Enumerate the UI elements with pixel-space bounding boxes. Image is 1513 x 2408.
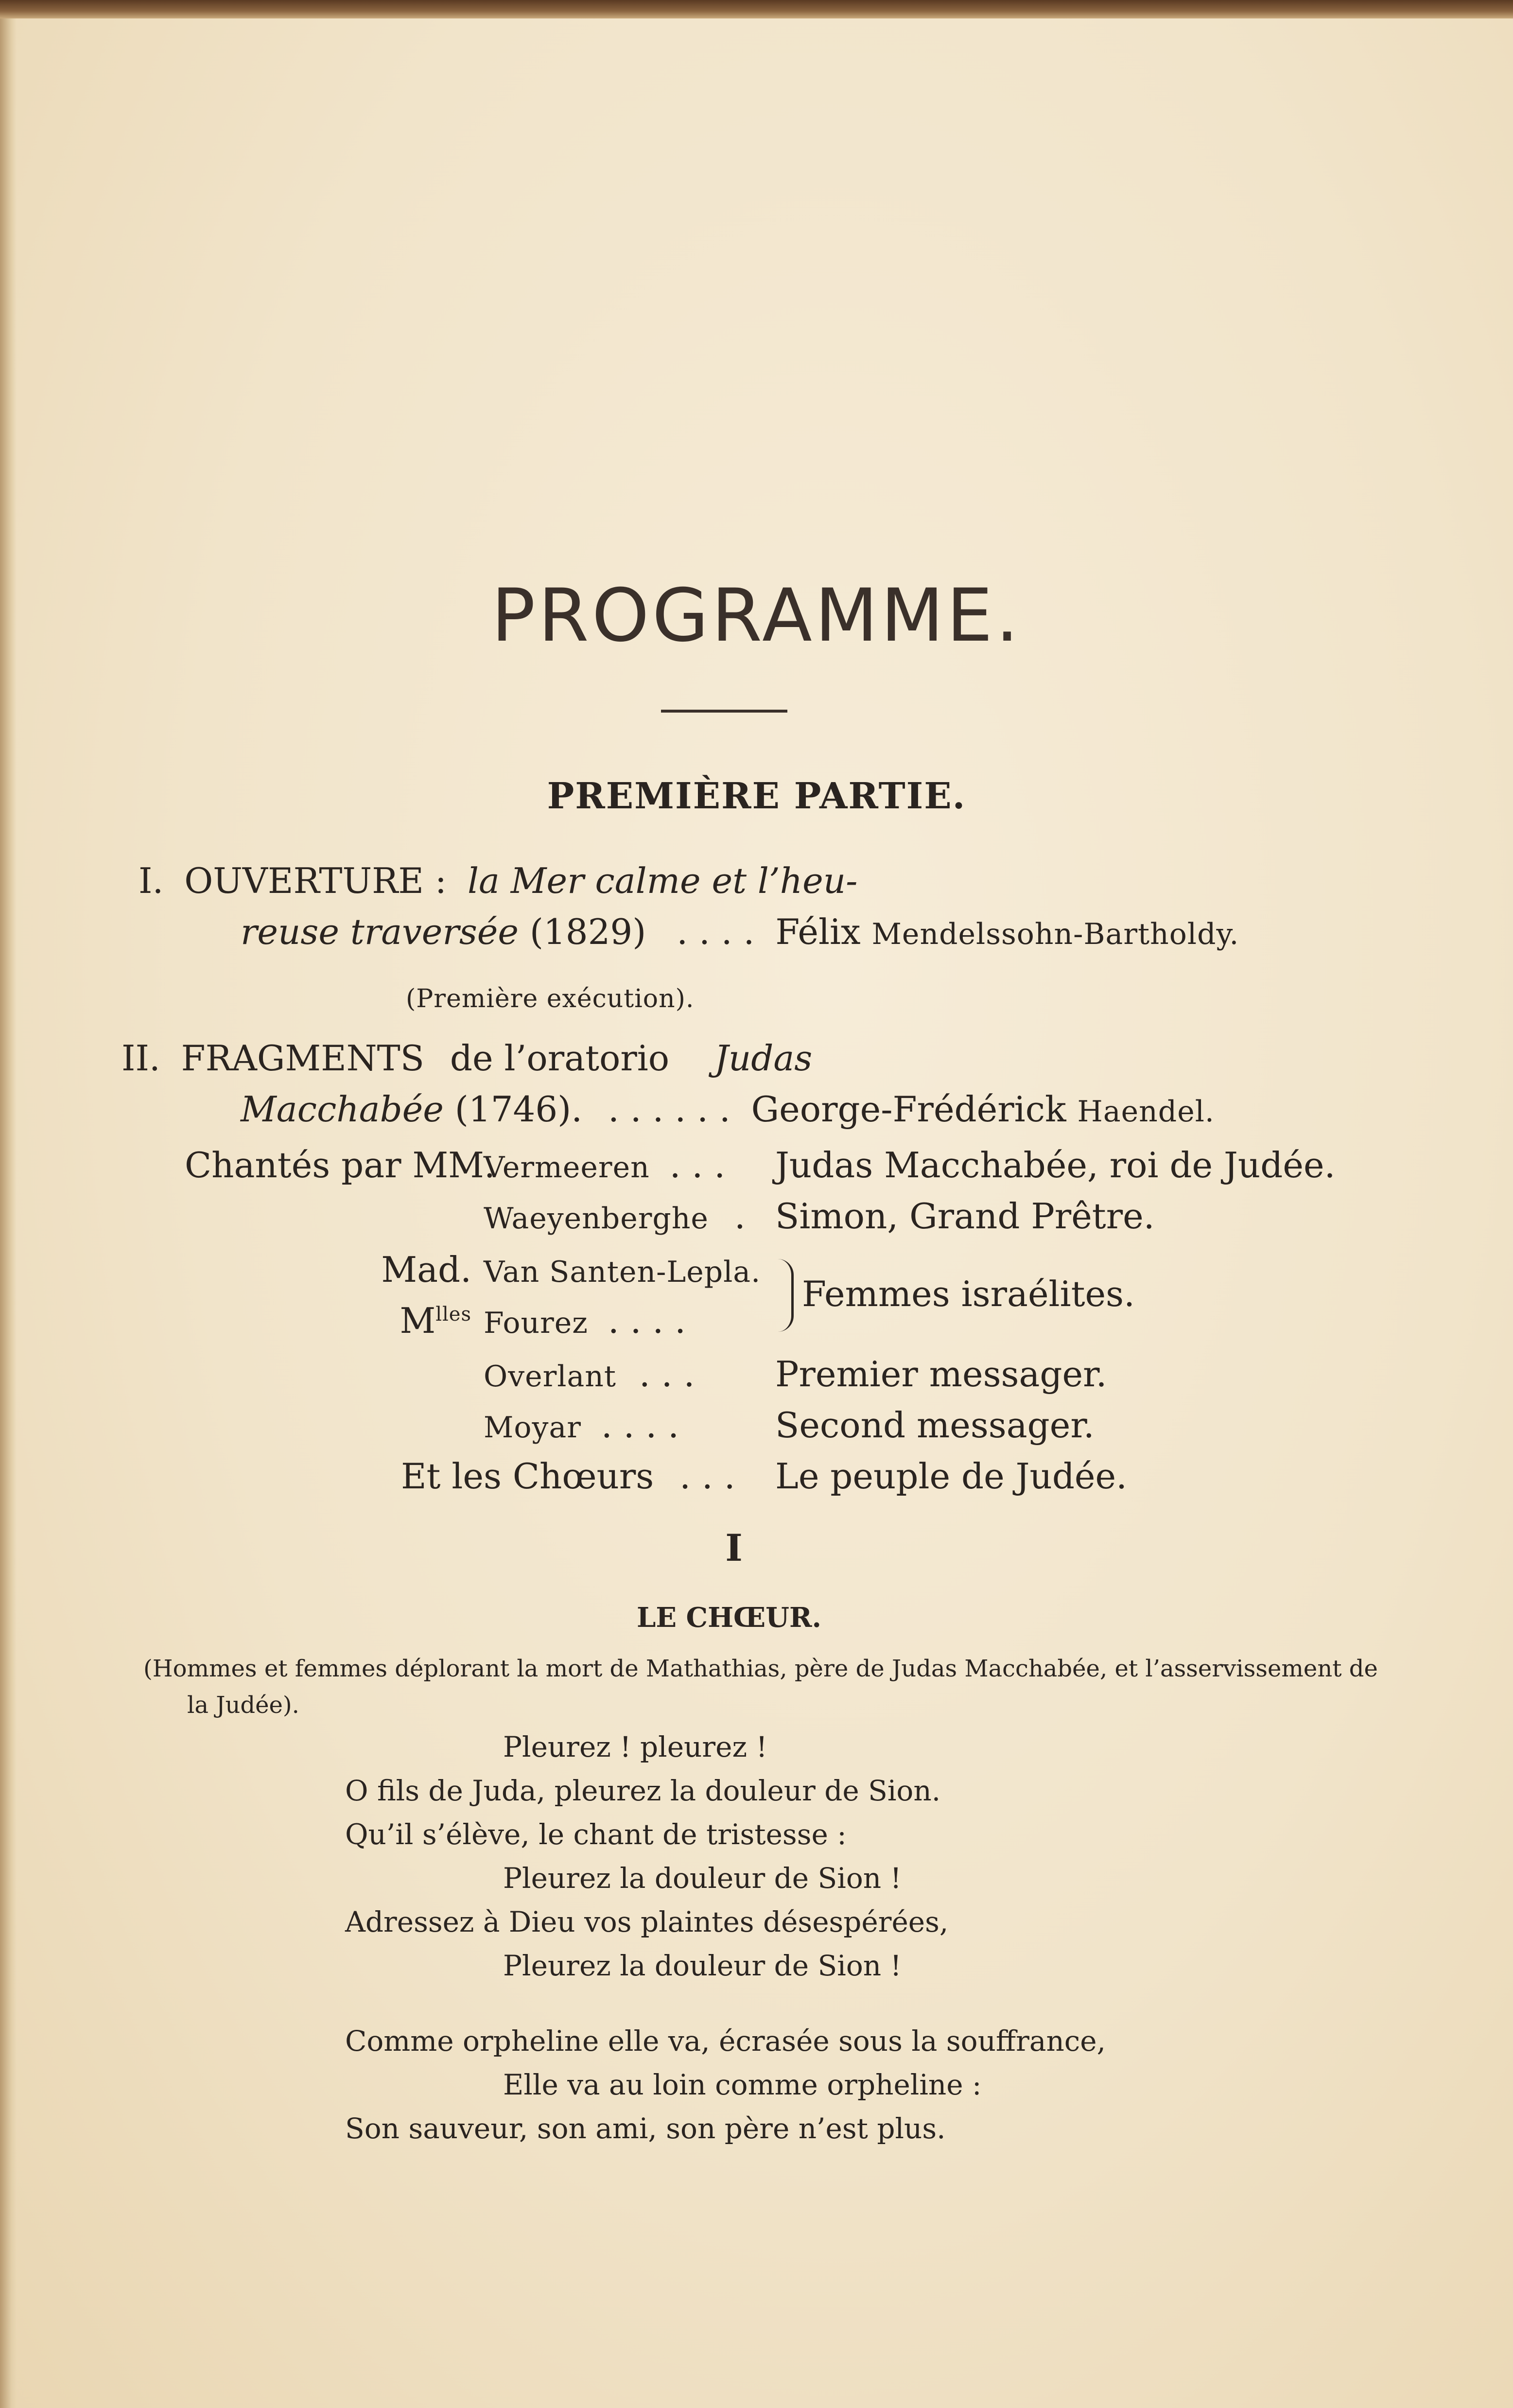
singer-name: Van Santen-Lepla. xyxy=(484,1255,761,1289)
item2-work-line1: Judas xyxy=(714,1038,813,1079)
shared-role: Femmes israélites. xyxy=(802,1274,1135,1314)
item2-dots: . . . . . . xyxy=(608,1089,730,1130)
title-rule xyxy=(661,710,787,713)
item1-note: (Première exécution). xyxy=(406,984,695,1013)
item1-dots: . . . . xyxy=(677,911,755,952)
brace-bracket xyxy=(778,1259,794,1332)
leader-dots: . . . xyxy=(679,1456,735,1497)
role: Le peuple de Judée. xyxy=(775,1456,1128,1497)
item2-composer-last: Haendel. xyxy=(1077,1095,1215,1129)
role: Simon, Grand Prêtre. xyxy=(775,1196,1155,1237)
item2-line2 xyxy=(241,1089,1215,1130)
cast-row xyxy=(484,1405,679,1446)
item2-work-line2: Macchabée xyxy=(241,1089,444,1130)
cast-prefix-superscript: lles xyxy=(435,1303,471,1326)
role: Second messager. xyxy=(775,1405,1095,1446)
singer-name: Overlant xyxy=(484,1360,616,1394)
item2-de: de l’oratorio xyxy=(450,1038,670,1079)
cast-prefix: Mad. xyxy=(381,1249,471,1290)
page-title: PROGRAMME. xyxy=(491,574,1022,658)
part-heading: PREMIÈRE PARTIE. xyxy=(547,775,966,817)
singer-name: Waeyenberghe xyxy=(484,1202,709,1236)
verse-line: Elle va au loin comme orpheline : xyxy=(503,2068,982,2101)
page-gutter xyxy=(0,18,17,2408)
book-binding-edge xyxy=(0,0,1513,18)
verse-line: Pleurez la douleur de Sion ! xyxy=(503,1949,902,1982)
role: Judas Macchabée, roi de Judée. xyxy=(775,1145,1336,1186)
section-numeral: I xyxy=(725,1526,743,1570)
item1-composer-last: Mendelssohn-Bartholdy. xyxy=(871,917,1239,951)
verse-line: Son sauveur, son ami, son père n’est plus. xyxy=(345,2112,946,2145)
section-description-line2: la Judée). xyxy=(187,1692,299,1719)
singer-name: Fourez xyxy=(484,1306,588,1340)
cast-row xyxy=(484,1249,761,1290)
leader-dots: . xyxy=(734,1196,746,1237)
item1-line1 xyxy=(139,860,857,901)
singer-name: Vermeeren xyxy=(484,1151,650,1185)
item2-numeral: II. xyxy=(122,1038,160,1079)
item2-line1 xyxy=(122,1038,812,1079)
item2-heading: FRAGMENTS xyxy=(181,1038,424,1079)
item1-heading: OUVERTURE : xyxy=(184,860,447,901)
cast-row xyxy=(484,1196,746,1237)
cast-row xyxy=(401,1456,735,1497)
item2-composer-first: George-Frédérick xyxy=(751,1089,1066,1130)
singer-name: Et les Chœurs xyxy=(401,1456,654,1497)
item1-title-line2: reuse traversée xyxy=(241,911,519,952)
cast-row xyxy=(484,1145,725,1186)
verse-line: Qu’il s’élève, le chant de tristesse : xyxy=(345,1818,847,1851)
cast-intro: Chantés par MM. xyxy=(185,1145,495,1186)
item1-composer-first: Félix xyxy=(775,911,861,952)
item1-line2 xyxy=(241,911,1239,952)
verse-line: Adressez à Dieu vos plaintes désespérées, xyxy=(345,1905,949,1938)
item1-numeral: I. xyxy=(139,860,164,901)
leader-dots: . . . . xyxy=(601,1405,679,1446)
item1-year: (1829) xyxy=(529,911,646,952)
cast-prefix-base: M xyxy=(400,1300,436,1341)
verse-line: O fils de Juda, pleurez la douleur de Sion. xyxy=(345,1774,941,1807)
cast-row xyxy=(484,1354,695,1395)
leader-dots: . . . . xyxy=(608,1300,686,1341)
verse-line: Pleurez la douleur de Sion ! xyxy=(503,1862,902,1895)
singer-name: Moyar xyxy=(484,1411,581,1445)
leader-dots: . . . xyxy=(669,1145,726,1186)
role: Premier messager. xyxy=(775,1354,1107,1395)
cast-row xyxy=(484,1300,686,1341)
item1-title-line1: la Mer calme et l’heu- xyxy=(467,860,858,901)
verse-line: Pleurez ! pleurez ! xyxy=(503,1730,767,1763)
section-description-line1: (Hommes et femmes déplorant la mort de Mathathias, père de Judas Macchabée, et l’asservissement de xyxy=(143,1655,1378,1682)
item2-year: (1746). xyxy=(454,1089,583,1130)
section-heading: LE CHŒUR. xyxy=(637,1602,821,1634)
leader-dots: . . . xyxy=(639,1354,695,1395)
verse-line: Comme orpheline elle va, écrasée sous la souffrance, xyxy=(345,2024,1106,2058)
cast-prefix xyxy=(355,1300,471,1341)
